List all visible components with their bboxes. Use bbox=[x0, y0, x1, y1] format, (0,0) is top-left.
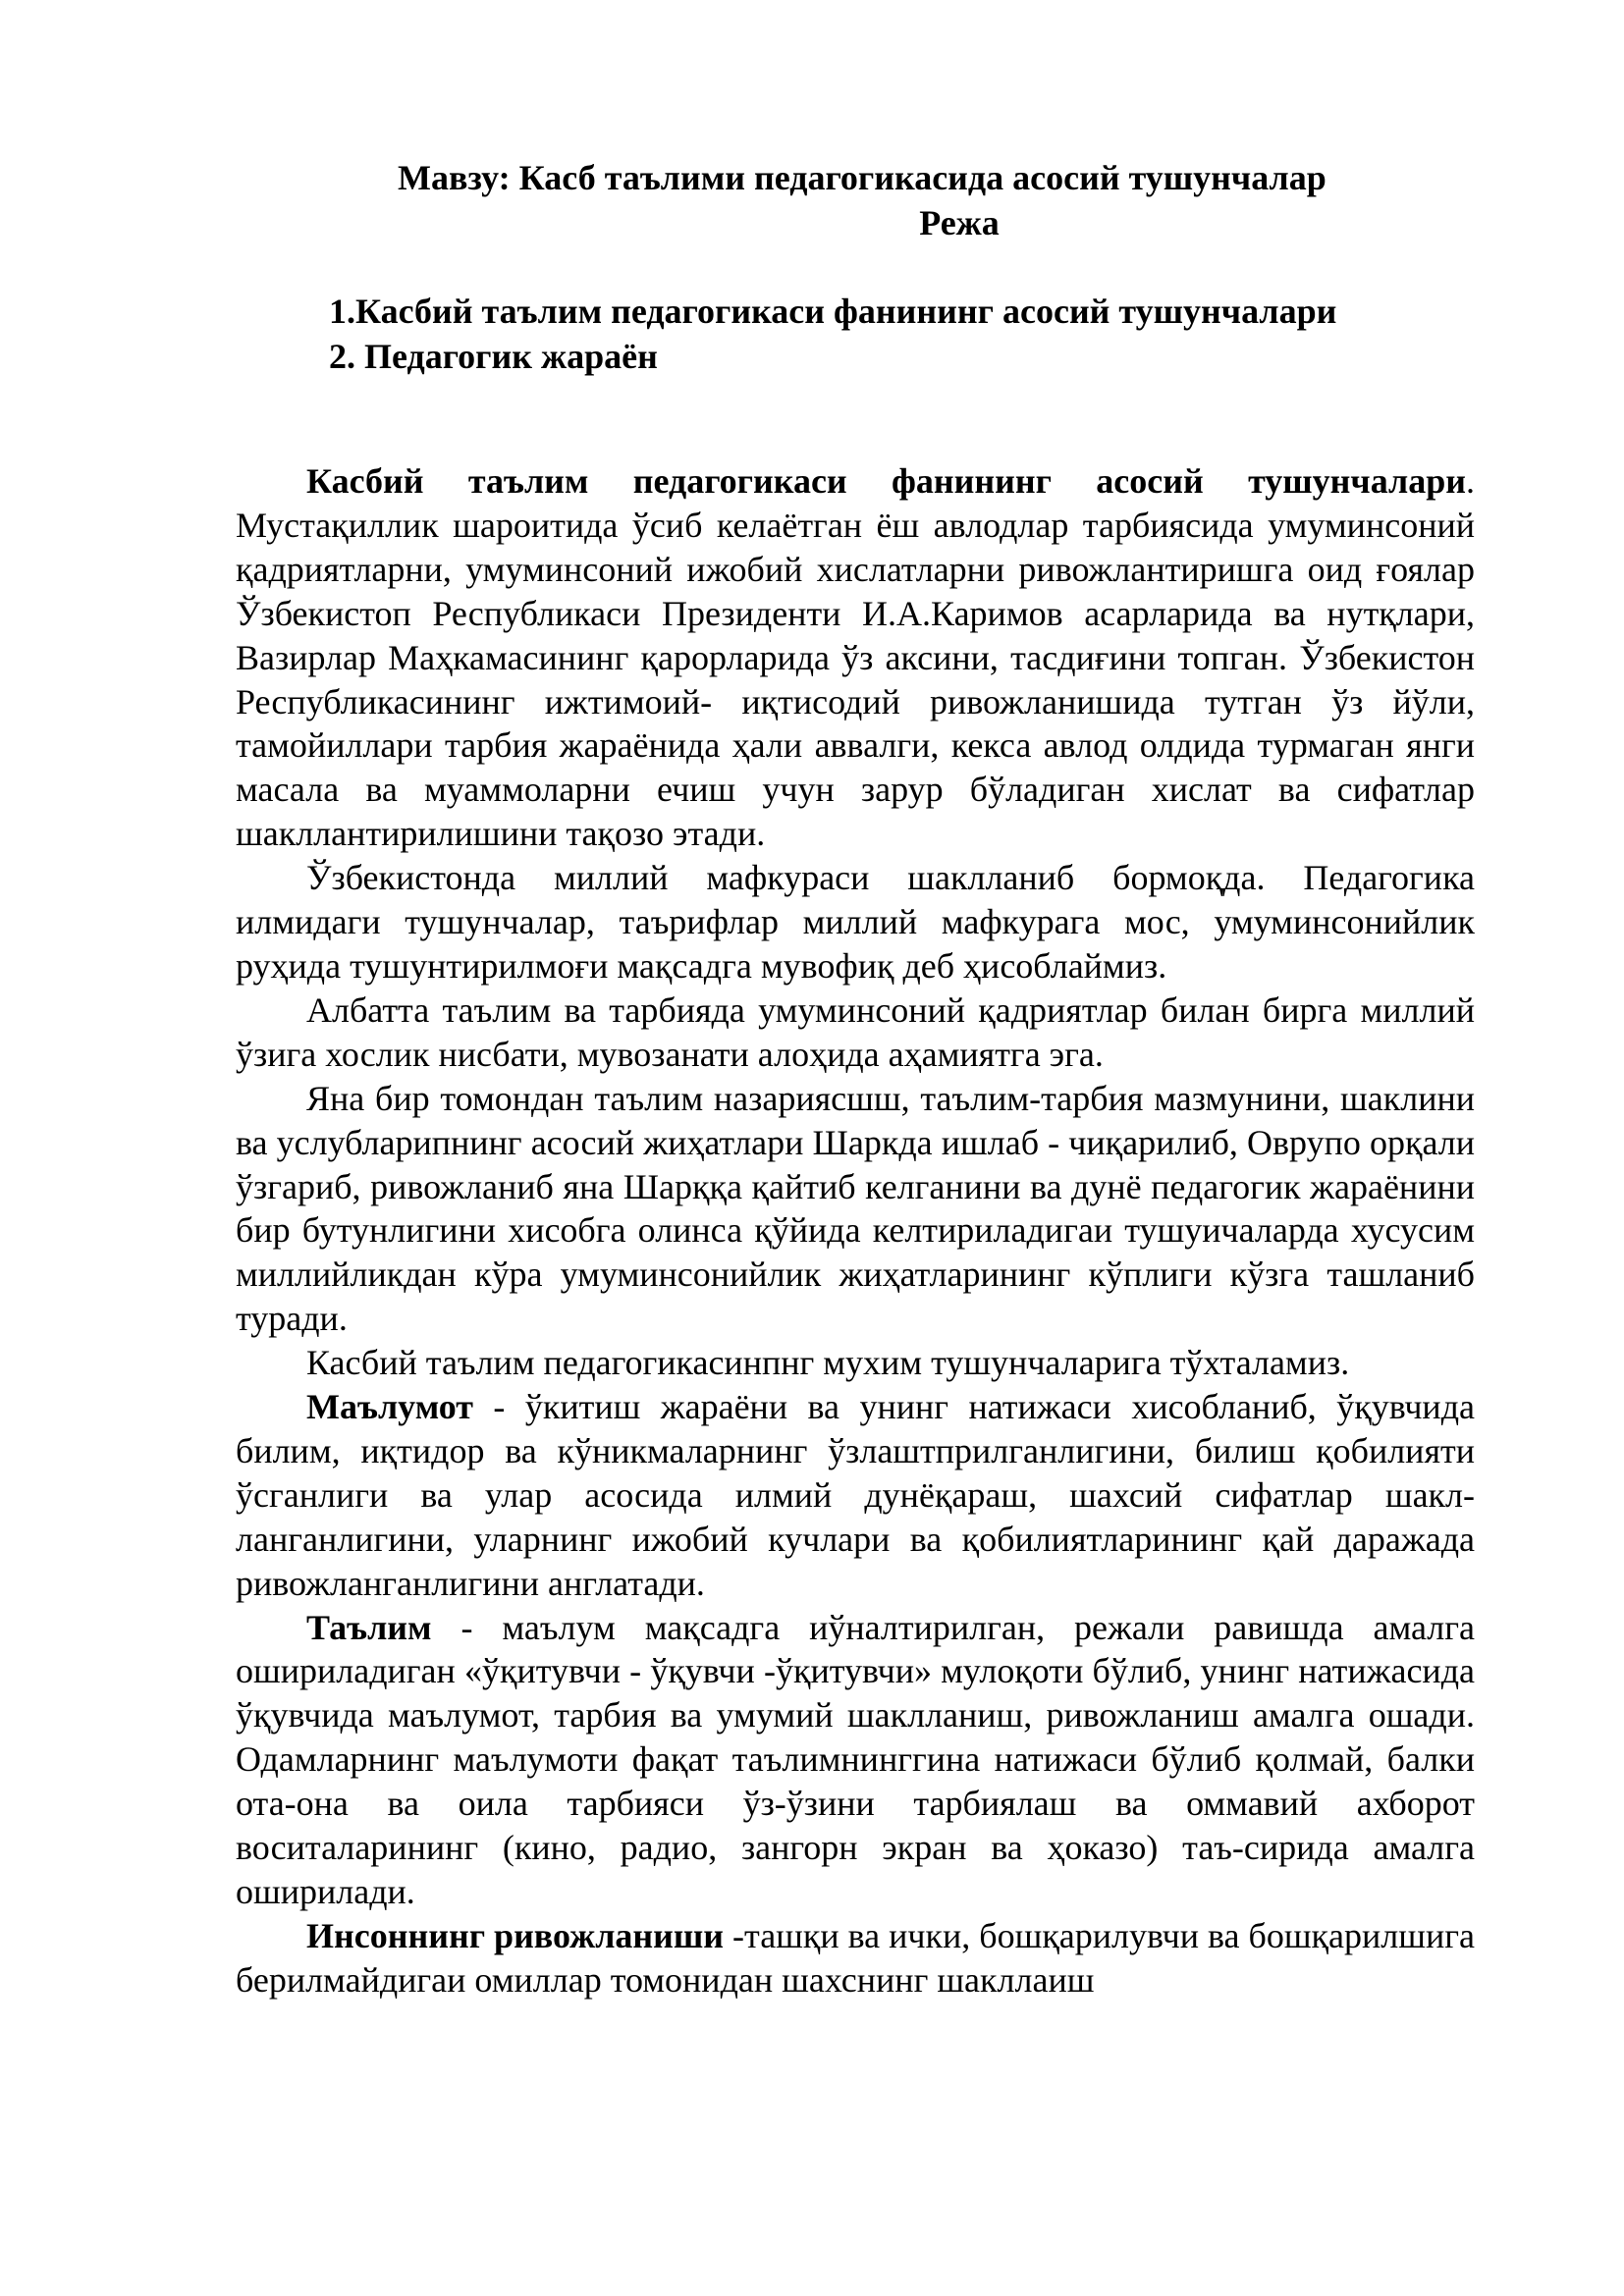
document-title: Мавзу: Касб таълими педагогикасида асосий тушунчалар bbox=[398, 158, 1326, 197]
paragraph-term: Касбий таълим педагогикаси фанининг асосий тушунчалари bbox=[306, 461, 1466, 501]
paragraph-term: Таълим bbox=[306, 1607, 432, 1647]
paragraph bbox=[236, 856, 1475, 988]
plan-item: 2. Педагогик жараён bbox=[329, 337, 658, 376]
paragraph-term: Маълумот bbox=[306, 1387, 473, 1427]
paragraph-text: - маълум мақсадга иўналтирилган, режали равишда амалга ошириладиган «ўқитувчи - ўқувчи -ўқитувчи» мулоқоти бўлиб, унинг натижасида ўқувчида маълумот, тарбия ва умумий шаклланиш, ривожланиш амалга ошади. Одамларнинг маълумоти фақат таълимнинггина натижаси бўлиб қолмай, балки ота-она ва оила тарбияси ўз-ўзини тарбиялаш ва оммавий ахборот воситаларининг (кино, радио, зангорн экран ва ҳоказо) таъ-сирида амалга оширилади. bbox=[236, 1607, 1475, 1911]
paragraph-text: . Мустақиллик шароитида ўсиб келаётган ёш авлодлар тарбиясида умуминсоний қадриятларни, умуминсоний ижобий хислатларни ривожлантиришга оид ғоялар Ўзбекистоп Республикаси Президенти И.А.Каримов асарларида ва нутқлари, Вазирлар Маҳкамасининг қарорларида ўз аксини, тасдиғини топган. Ўзбекистон Республикасининг ижтимоий- иқтисодий ривожланишида тутган ўз йўли, тамойиллари тарбия жараёнида ҳали аввалги, кекса авлод олдида турмаган янги масала ва муаммоларни ечиш учун зарур бўладиган хислат ва сифатлар шакллантирилишини тақозо этади. bbox=[236, 461, 1475, 854]
paragraph-text: Яна бир томондан таълим назариясшш, таълим-тарбия мазмунини, шаклини ва услубларипнинг асосий жиҳатлари Шаркда ишлаб - чиқарилиб, Оврупо орқали ўзгариб, ривожланиб яна Шарққа қайтиб келганини ва дунё педагогик жараёнини бир бутунлигини хисобга олинса қўйида келтириладигаи тушуичаларда хусусим миллийликдан кўра умуминсонийлик жиҳатларининг кўплиги кўзга ташланиб туради. bbox=[236, 1078, 1475, 1339]
paragraph bbox=[236, 988, 1475, 1077]
paragraph bbox=[236, 1341, 1475, 1385]
paragraph-text: -ташқи ва ички, бошқарилувчи ва бошқарилшига берилмайдигаи омиллар томонидан шахснинг шакллаиш bbox=[236, 1915, 1475, 2000]
paragraph bbox=[236, 459, 1475, 856]
paragraph-text: Касбий таълим педагогикасинпнг мухим тушунчаларига тўхталамиз. bbox=[306, 1343, 1350, 1383]
paragraph bbox=[236, 1385, 1475, 1606]
document-subtitle: Режа bbox=[919, 203, 1000, 242]
paragraph-term: Инсоннинг ривожланиши bbox=[306, 1915, 725, 1955]
document-body bbox=[236, 459, 1475, 2002]
paragraph bbox=[236, 1077, 1475, 1341]
paragraph bbox=[236, 1914, 1475, 2002]
plan-item: 1.Касбий таълим педагогикаси фанининг асосий тушунчалари bbox=[329, 292, 1337, 331]
paragraph-text: Ўзбекистонда миллий мафкураси шаклланиб бормоқда. Педагогика илмидаги тушунчалар, таърифлар миллий мафкурага мос, умуминсонийлик руҳида тушунтирилмоғи мақсадга мувофиқ деб ҳисоблаймиз. bbox=[236, 858, 1475, 986]
paragraph-text: Албатта таълим ва тарбияда умуминсоний қадриятлар билан бирга миллий ўзига хослик нисбати, мувозанати алоҳида аҳамиятга эга. bbox=[236, 989, 1475, 1074]
plan-list bbox=[329, 289, 1507, 379]
paragraph-text: - ўкитиш жараёни ва унинг натижаси хисобланиб, ўқувчида билим, иқтидор ва кўникмаларнинг ўзлаштприлганлигини, билиш қобилияти ўсганлиги ва улар асосида илмий дунёқараш, шахсий сифатлар шакл-ланганлигини, уларнинг ижобий кучлари ва қобилиятларининг қай даражада ривожланганлигини англатади. bbox=[236, 1387, 1475, 1603]
paragraph bbox=[236, 1606, 1475, 1914]
